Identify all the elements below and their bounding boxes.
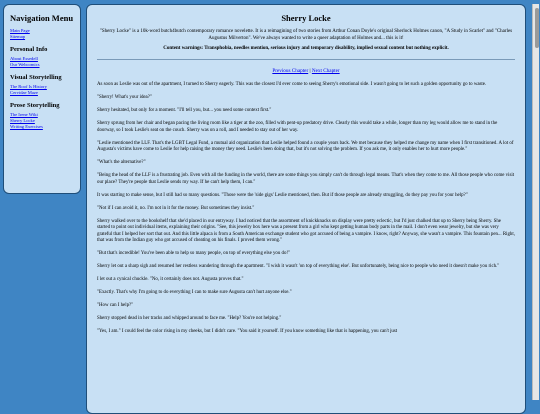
divider: [97, 59, 515, 60]
story-paragraph: Sherry sprung from her chair and began pacing the living room like a tiger at the zoo, filled with pent-up predatory drive. Clearly this would take a while, longer than my leg would allow me to stand in the doorway, so I took Leslie's seat on the couch. Sherry was on a roll, and I needed to stay out of her way.: [97, 121, 498, 133]
sidebar-link-webcomics[interactable]: Our Webcomics: [10, 62, 40, 67]
story-paragraph: "Not if I can avoid it, no. I'm not in it for the money. But sometimes they insist.": [97, 205, 255, 211]
story-paragraph: "Yes, I am." I could feel the color rising in my cheeks, but I didn't care. "You said it yourself. If you know something like that is happening, you can't just: [97, 329, 398, 335]
sidebar-section-personal-info: Personal Info: [10, 46, 48, 53]
sidebar-link-sitemap[interactable]: Sitemap: [10, 34, 26, 39]
chapter-nav: [97, 68, 515, 74]
sidebar-link-main-page[interactable]: Main Page: [10, 28, 30, 33]
story-paragraph: As soon as Leslie was out of the apartment, I turned to Sherry eagerly. This was the closest I'd ever come to seeing Sherry's emotional side. I wasn't going to let such a golden opportunity go to waste.: [97, 82, 487, 88]
story-intro: "Sherry Locke" is a 10k-word butch4butch contemporary romance novelette. It is a reimagining of two stories from Arthur Conan Doyle's original Sherlock Holmes canon, "A Study in Scarlet" and "Charles Augustus Milverton". We've always wanted to write a queer adaptation of Holmes and... this is it!: [99, 29, 513, 41]
sidebar-link-sherry-locke[interactable]: Sherry Locke: [10, 118, 35, 123]
story-paragraph: "Sherry! What's your idea?": [97, 95, 152, 101]
page-title: Sherry Locke: [281, 13, 331, 23]
sidebar-title: Navigation Menu: [10, 13, 74, 23]
story-paragraph: I let out a cynical chuckle. "No, it certainly does not. Augusta proves that.": [97, 277, 244, 283]
sidebar-link-irene-wiki[interactable]: The Irene Wiki: [10, 112, 38, 117]
next-chapter-link[interactable]: Next Chapter: [311, 68, 340, 75]
sidebar-link-roof-is-history[interactable]: The Roof Is History: [10, 84, 47, 89]
story-paragraph: Sherry let out a sharp sigh and resumed her restless wandering through the apartment. "I wish it wasn't 'on top of everything else'. But unfortunately, being nice to people who need it doesn't make you rich.": [97, 264, 500, 270]
nav-separator: |: [309, 68, 311, 75]
story-paragraph: "Being the head of the LLF is a frustrating job. Even with all the funding in the world, there are some things you simply can't do through legal means. That's when they come to me. All those people who come visit our place? They're people that Leslie sends my way. If he can't help them, I can.": [97, 173, 515, 185]
sidebar-section-visual-storytelling: Visual Storytelling: [10, 74, 62, 81]
content-warning: Content warnings: Transphobia, needles mention, serious injury and temporary disability, implied sexual content but nothing explicit.: [163, 46, 449, 52]
story-paragraph: "How can I help?": [97, 303, 134, 309]
navigation-sidebar: [3, 4, 81, 194]
scrollbar-thumb[interactable]: [535, 8, 539, 48]
story-paragraph: "What's the alternative?": [97, 160, 146, 166]
chapter-text: [97, 82, 515, 336]
sidebar-section-prose-storytelling: Prose Storytelling: [10, 102, 60, 109]
story-paragraph: "Leslie mentioned the LLF. That's the LGBT Legal Fund, a mutual aid organization that Leslie helped found a couple years back. We met because they helped me change my name when I first transitioned. A lot of Augusta's victims have come to Leslie for help raising the money they need. Leslie's been doing that, but it's not solving the problem. If you ask me, it only enables her to hurt more people.": [97, 140, 514, 153]
page-scrollbar[interactable]: [532, 4, 539, 400]
story-paragraph: "But that's incredible! You've been able to help so many people, on top of everything else you do!": [97, 251, 291, 257]
story-paragraph: It was starting to make sense, but I still had so many questions. "Those were the 'side gigs' Leslie mentioned, then. But if those people are already struggling, do they pay you for your help?": [97, 192, 468, 198]
previous-chapter-link[interactable]: Previous Chapter: [272, 68, 309, 75]
story-paragraph: Sherry hesitated, but only for a moment. "I'll tell you, but... you need some context first.": [97, 108, 272, 114]
story-paragraph: "Exactly. That's why I'm going to do everything I can to make sure Augusta can't hurt anyone else.": [97, 290, 292, 296]
main-content: [86, 4, 526, 414]
sidebar-link-cervidae-maze[interactable]: Cervidae Maze: [10, 90, 38, 95]
story-paragraph: Sherry walked over to the bookshelf that she'd placed in our entryway. I had noticed that the assortment of knickknacks on display were pretty eclectic, but I'd just chalked that up to Sherry being Sherry. She started to point out individual items, explaining their origins. "See, this jewelry box here was a present from a girl who kept getting human body parts in the mail. I don't even wear jewelry, but she was very grateful that I helped her sort that out. And this little alpaca is from a South American exchange student who got accused of being a vampire. I know, right? Anyway, she wasn't a vampire. This fountain pen... Right, that was from the Indian guy who got accused of cheating on his finals. I proved them wrong.": [97, 218, 515, 244]
sidebar-link-writing-exercises[interactable]: Writing Exercises: [10, 124, 43, 129]
sidebar-link-about[interactable]: About Essedell: [10, 56, 38, 61]
story-paragraph: Sherry stopped dead in her tracks and whipped around to face me. "Help? You're not helping.": [97, 316, 282, 322]
